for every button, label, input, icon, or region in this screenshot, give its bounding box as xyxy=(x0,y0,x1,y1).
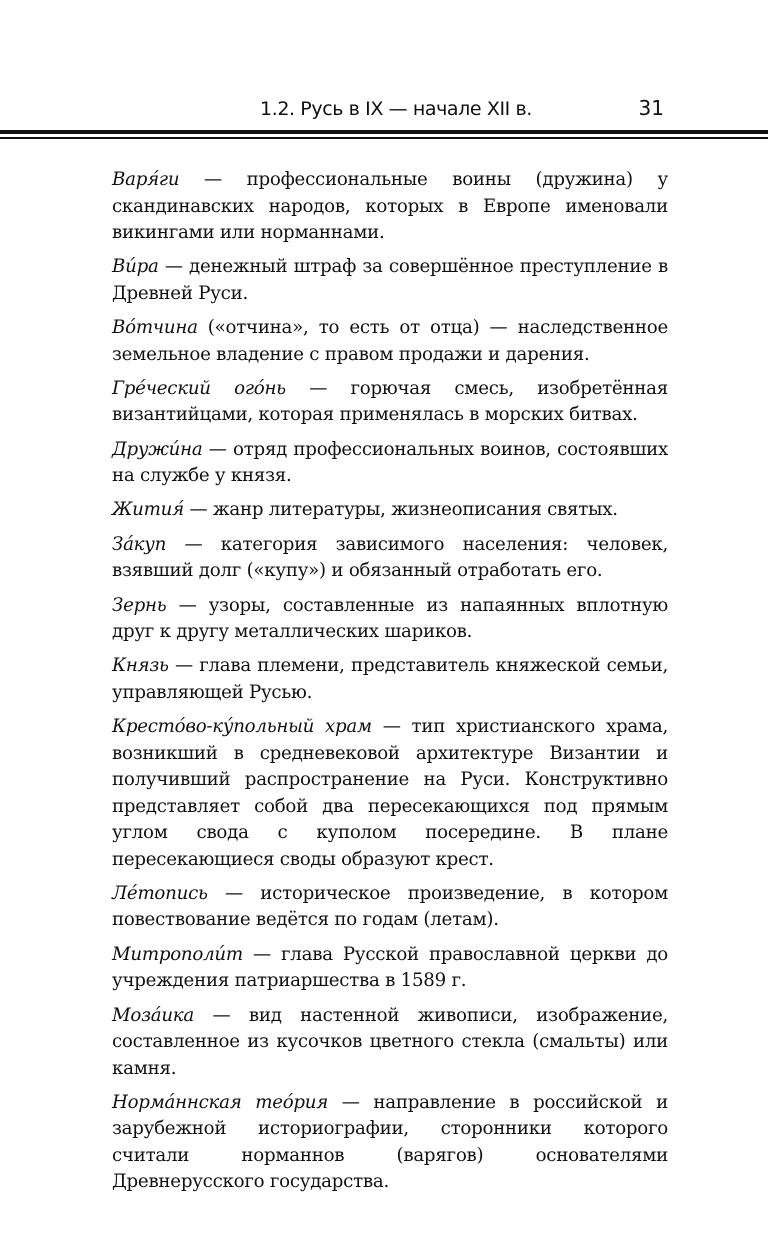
running-head xyxy=(108,96,668,128)
glossary-definition: — денежный штраф за совершённое преступление в Древней Руси. xyxy=(112,256,668,304)
glossary-term: Во́тчина xyxy=(112,317,198,339)
glossary-definition: — узоры, составленные из напаянных вплотную друг к другу металлических шариков. xyxy=(112,594,668,643)
glossary-term: Кресто́во-ку́польный храм xyxy=(112,716,372,738)
glossary-definition: — историческое произведение, в котором повествование ведётся по годам (летам). xyxy=(112,882,668,931)
glossary-definition: — горючая смесь, изобретённая византийцами, которая применялась в морских битвах. xyxy=(112,377,668,426)
glossary-entry-knyaz xyxy=(112,653,668,706)
glossary-definition: («отчина», то есть от отца) — наследственное земельное владение с правом продажи и дарения. xyxy=(112,317,668,365)
glossary-entry-vira xyxy=(112,254,668,307)
header-rule xyxy=(0,130,768,142)
glossary-term: Норма́ннская тео́рия xyxy=(112,1091,329,1113)
glossary-definition: — направление в российской и зарубежной историографии, сторонники которого считали норманнов (варягов) основателями Древнерусского государства. xyxy=(112,1091,668,1193)
glossary-term: Лéтопись xyxy=(112,882,208,904)
glossary-entry-norman-theory xyxy=(112,1090,668,1196)
glossary-definition: — глава племени, представитель княжеской семьи, управляющей Русью. xyxy=(112,655,668,703)
header-rule-thick xyxy=(0,130,768,134)
glossary-term: За́куп xyxy=(112,533,167,555)
glossary-definition: — глава Русской православной церкви до учреждения патриаршества в 1589 г. xyxy=(112,943,668,992)
glossary-entry-greek-fire xyxy=(112,376,668,429)
glossary-definition: — тип христианского храма, возникший в средневековой архитектуре Византии и получивший распространение на Руси. Конструктивно представляет собой два пересекающихся под прямым углом свода с куполом посередине. В плане пересекающиеся своды образуют крест. xyxy=(112,716,668,870)
section-title: 1.2. Русь в IX — начале XII в. xyxy=(260,98,532,120)
glossary-term: Ви́ра xyxy=(112,256,159,278)
glossary-entry-letopis xyxy=(112,881,668,934)
glossary-definition: — вид настенной живописи, изображение, составленное из кусочков цветного стекла (смальты) или камня. xyxy=(112,1004,668,1079)
glossary-entry-druzhina xyxy=(112,437,668,490)
glossary-entry-zakup xyxy=(112,532,668,585)
glossary-term: Варя́ги xyxy=(112,169,180,190)
glossary-term: Зернь xyxy=(112,594,167,616)
page-number: 31 xyxy=(638,96,664,120)
glossary-term: Моза́ика xyxy=(112,1004,195,1026)
glossary-term: Князь xyxy=(112,655,169,677)
glossary-definition: — отряд профессиональных воинов, состоявших на службе у князя. xyxy=(112,438,668,487)
glossary-term: Жития́ xyxy=(112,499,184,521)
glossary-definition: — профессиональные воины (дружина) у скандинавских народов, которых в Европе именовали викингами или норманнами. xyxy=(112,169,668,243)
glossary-entry-zern xyxy=(112,593,668,646)
header-rule-thin xyxy=(0,137,768,139)
glossary-definition: — жанр литературы, жизнеописания святых. xyxy=(183,499,618,521)
glossary-entry-zhitiya xyxy=(112,497,668,524)
glossary-entry-metropolitan xyxy=(112,942,668,995)
glossary-entry-cross-domed-church xyxy=(112,714,668,873)
glossary-definition: — категория зависимого населения: человек, взявший долг («купу») и обязанный отработать его. xyxy=(112,533,668,582)
glossary-term: Митрополи́т xyxy=(112,943,243,965)
glossary-list xyxy=(112,167,668,1204)
glossary-term: Дружи́на xyxy=(112,438,203,460)
glossary-entry-votchina xyxy=(112,315,668,368)
glossary-entry-varyagi xyxy=(112,167,668,247)
glossary-term: Гре́ческий ого́нь xyxy=(112,377,286,399)
glossary-entry-mosaic xyxy=(112,1003,668,1083)
